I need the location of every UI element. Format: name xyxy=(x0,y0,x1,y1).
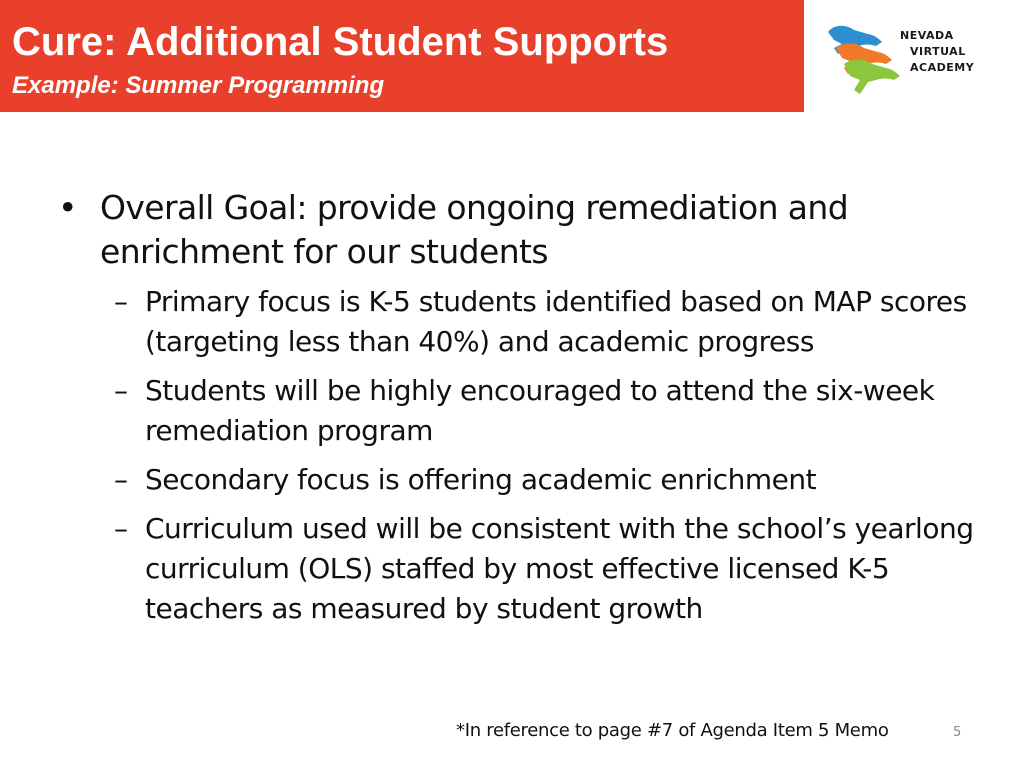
slide-title: Cure: Additional Student Supports xyxy=(12,20,669,64)
bullet-marker: • xyxy=(58,188,77,227)
sub-bullet xyxy=(58,460,978,500)
slide-body xyxy=(58,186,978,638)
dash-marker: – xyxy=(114,374,128,407)
sub-bullet xyxy=(58,282,978,362)
title-banner xyxy=(0,0,804,112)
sub-bullet-text: Primary focus is K-5 students identified based on MAP scores (targeting less than 40%) and academic progress xyxy=(145,285,967,358)
sub-bullet xyxy=(58,371,978,451)
dash-marker: – xyxy=(114,512,128,545)
sub-bullet-text: Curriculum used will be consistent with the school’s yearlong curriculum (OLS) staffed by most effective licensed K-5 teachers as measured by student growth xyxy=(145,512,974,625)
sub-bullet-text: Secondary focus is offering academic enrichment xyxy=(145,463,817,496)
sub-bullet-list xyxy=(58,282,978,629)
dash-marker: – xyxy=(114,463,128,496)
footnote: *In reference to page #7 of Agenda Item 5 Memo xyxy=(456,720,889,741)
logo-wordmark: NEVADA VIRTUAL ACADEMY xyxy=(900,29,975,74)
main-bullet-text: Overall Goal: provide ongoing remediation and enrichment for our students xyxy=(100,188,849,271)
page-number: 5 xyxy=(953,725,962,740)
main-bullet xyxy=(58,186,978,274)
horse-logo-icon xyxy=(824,18,904,100)
slide-subtitle: Example: Summer Programming xyxy=(12,72,385,99)
dash-marker: – xyxy=(114,285,128,318)
school-logo xyxy=(824,18,1014,100)
sub-bullet-text: Students will be highly encouraged to attend the six-week remediation program xyxy=(145,374,935,447)
sub-bullet xyxy=(58,509,978,629)
